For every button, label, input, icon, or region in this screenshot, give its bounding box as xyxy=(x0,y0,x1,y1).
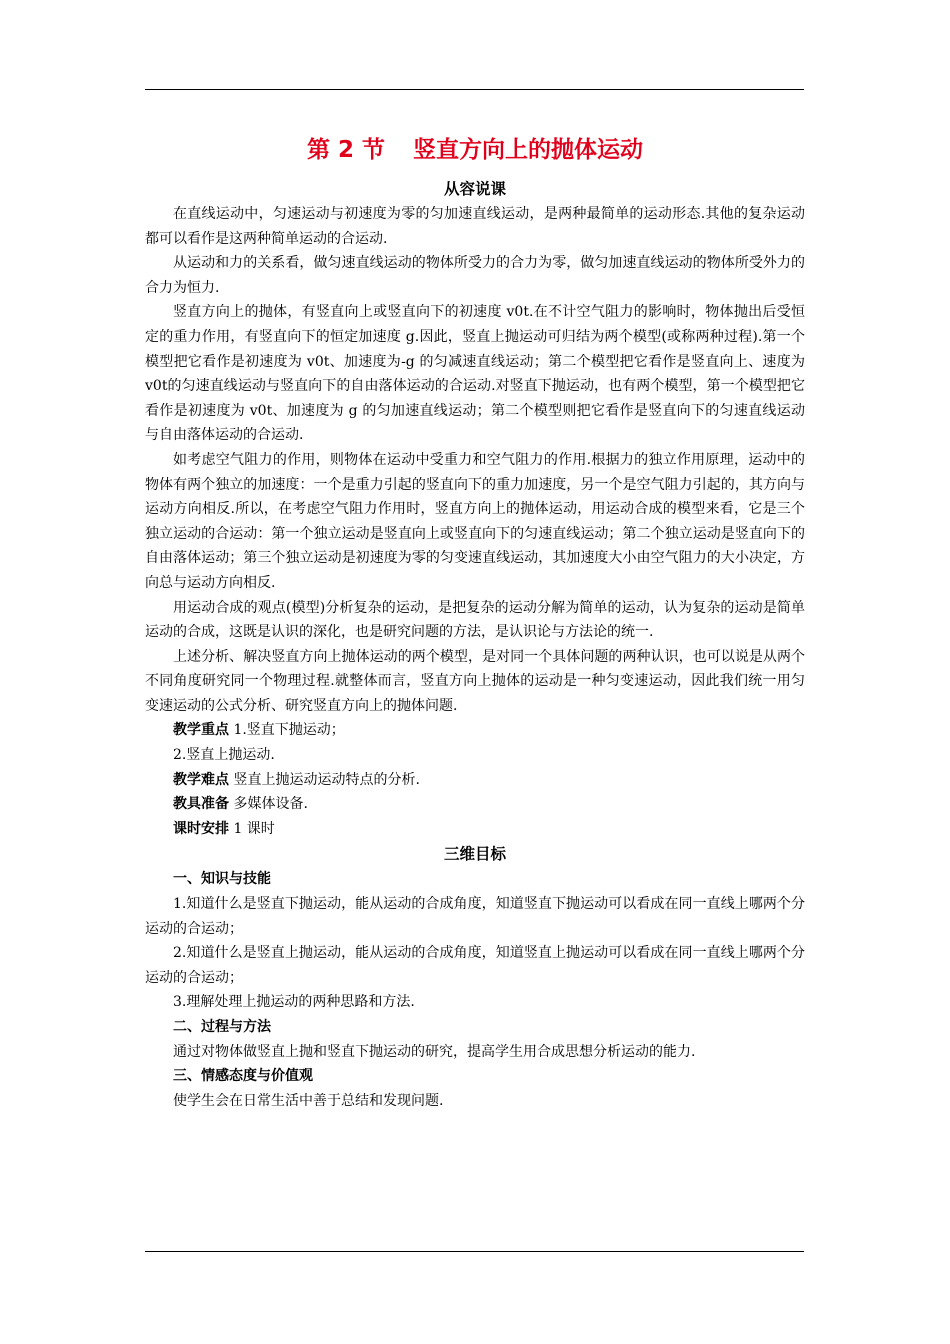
schedule-text: 1 课时 xyxy=(229,820,275,837)
footer-rule xyxy=(145,1251,804,1252)
schedule-label: 课时安排 xyxy=(173,820,229,837)
teaching-key-points xyxy=(145,718,805,743)
goal-knowledge-2: 2.知道什么是竖直上抛运动，能从运动的合成角度，知道竖直上抛运动可以看成在同一直线上哪两个分运动的合运动； xyxy=(145,945,805,986)
header-rule xyxy=(145,89,804,90)
key-point-1: 1.竖直下抛运动； xyxy=(229,722,345,739)
goal-knowledge-3: 3.理解处理上抛运动的两种思路和方法. xyxy=(173,994,415,1011)
paragraph-3: 竖直方向上的抛体，有竖直向上或竖直向下的初速度 v0t.在不计空气阻力的影响时，物体抛出后受恒定的重力作用，有竖直向下的恒定加速度 g.因此，竖直上抛运动可归结为两个模型(或称两种过程).第一个模型把它看作是初速度为 v0t、加速度为-g 的匀减速直线运动；第二个模型把它看作是竖直向上、速度为 v0t的匀速直线运动与竖直向下的自由落体运动的合运动.对竖直下抛运动，也有两个模型，第一个模型把它看作是初速度为 v0t、加速度为 g 的匀加速直线运动；第二个模型则把它看作是竖直向下的匀速直线运动与自由落体运动的合运动. xyxy=(145,304,805,444)
heading-three-dim-goals: 三维目标 xyxy=(443,845,506,864)
difficulty-text: 竖直上抛运动运动特点的分析. xyxy=(229,771,420,788)
goal-heading-attitude: 三、情感态度与价值观 xyxy=(173,1068,313,1085)
section-number: 第 2 节 xyxy=(306,137,386,163)
tools-text: 多媒体设备. xyxy=(229,796,308,813)
page-title xyxy=(145,128,805,172)
paragraph-4: 如考虑空气阻力的作用，则物体在运动中受重力和空气阻力的作用.根据力的独立作用原理，运动中的物体有两个独立的加速度：一个是重力引起的竖直向下的重力加速度，另一个是空气阻力引起的，其方向与运动方向相反.所以，在考虑空气阻力作用时，竖直方向上的抛体运动，用运动合成的模型来看，它是三个独立运动的合运动：第一个独立运动是竖直向上或竖直向下的匀速直线运动；第二个独立运动是竖直向下的自由落体运动；第三个独立运动是初速度为零的匀变速直线运动，其加速度大小由空气阻力的大小决定，方向总与运动方向相反. xyxy=(145,451,805,591)
goal-heading-knowledge: 一、知识与技能 xyxy=(173,871,271,888)
lesson-schedule xyxy=(145,817,805,842)
teaching-difficulty xyxy=(145,768,805,793)
goal-heading-process: 二、过程与方法 xyxy=(173,1019,271,1035)
key-point-2: 2.竖直上抛运动. xyxy=(173,747,275,764)
section-title-text: 竖直方向上的抛体运动 xyxy=(413,137,644,163)
goal-knowledge-1: 1.知道什么是竖直下抛运动，能从运动的合成角度，知道竖直下抛运动可以看成在同一直线上哪两个分运动的合运动； xyxy=(145,896,805,937)
paragraph-5: 用运动合成的观点(模型)分析复杂的运动，是把复杂的运动分解为简单的运动，认为复杂的运动是简单运动的合成，这既是认识的深化，也是研究问题的方法，是认识论与方法论的统一. xyxy=(145,599,805,641)
document-body xyxy=(145,128,805,1113)
teaching-tools xyxy=(145,792,805,817)
paragraph-2: 从运动和力的关系看，做匀速直线运动的物体所受力的合力为零，做匀加速直线运动的物体所受外力的合力为恒力. xyxy=(145,255,805,296)
goal-process-1: 通过对物体做竖直上抛和竖直下抛运动的研究，提高学生用合成思想分析运动的能力. xyxy=(173,1043,696,1060)
paragraph-6: 上述分析、解决竖直方向上抛体运动的两个模型，是对同一个具体问题的两种认识，也可以说是从两个不同角度研究同一个物理过程.就整体而言，竖直方向上抛体的运动是一种匀变速运动，因此我们统一用匀变速运动的公式分析、研究竖直方向上的抛体问题. xyxy=(145,648,805,714)
heading-lesson-intro: 从容说课 xyxy=(443,180,506,198)
difficulty-label: 教学难点 xyxy=(173,771,229,788)
paragraph-1: 在直线运动中，匀速运动与初速度为零的匀加速直线运动，是两种最简单的运动形态.其他的复杂运动都可以看作是这两种简单运动的合运动. xyxy=(145,206,805,247)
goal-attitude-1: 使学生会在日常生活中善于总结和发现问题. xyxy=(173,1092,444,1109)
key-points-label: 教学重点 xyxy=(173,722,229,739)
tools-label: 教具准备 xyxy=(173,796,229,813)
